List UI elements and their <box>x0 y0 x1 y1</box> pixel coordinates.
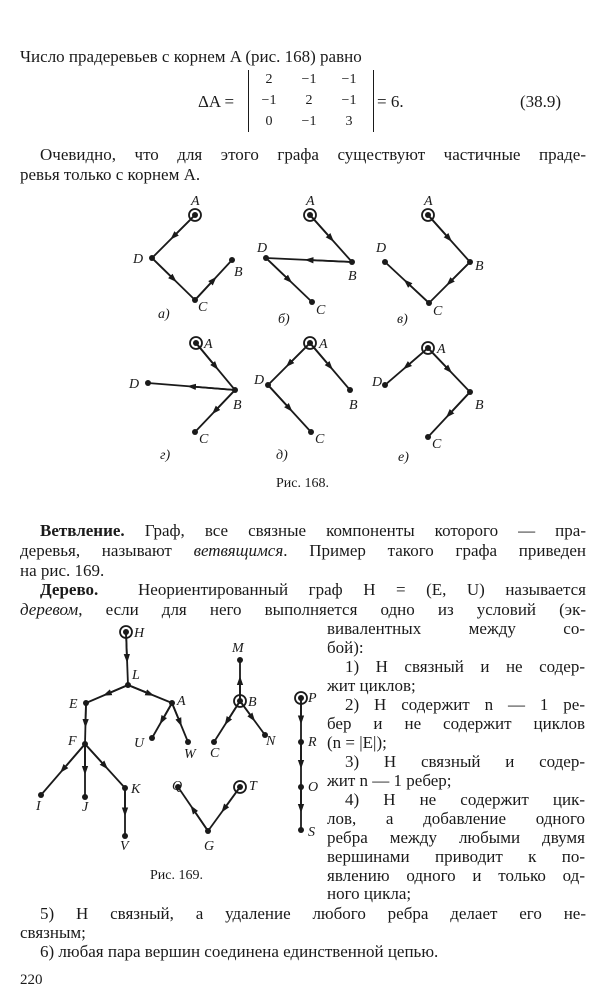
text-span: Граф, все связные компоненты которого — пра- <box>124 521 586 540</box>
node-label-D: D <box>133 252 144 267</box>
node-label-B: B <box>248 695 257 710</box>
node-label-Q: Q <box>172 779 183 794</box>
text-line: бой): <box>327 638 364 657</box>
panel-label: б) <box>278 312 290 327</box>
matrix-cell: 0 <box>265 114 273 129</box>
figure-169-caption: Рис. 169. <box>150 868 203 883</box>
node-label-B: B <box>475 259 484 274</box>
text-line: на рис. 169. <box>20 561 105 580</box>
text-line: 4) H не содержит цик- <box>345 790 585 809</box>
panel-label: а) <box>158 307 170 322</box>
matrix-cell: −1 <box>301 72 317 87</box>
text-span: . Пример такого графа приведен <box>283 541 587 560</box>
node-label-P: P <box>308 691 317 706</box>
text-line: ревья только с корнем A. <box>20 165 201 184</box>
node-label-D: D <box>254 373 265 388</box>
text-span: деревья, называют <box>20 541 194 560</box>
node-label-D: D <box>376 241 387 256</box>
panel-label: д) <box>276 448 288 463</box>
node-label-B: B <box>475 398 484 413</box>
formula-rhs: = 6. <box>377 92 404 111</box>
term-branching: Ветвление. <box>40 521 125 540</box>
node-label-C: C <box>199 432 209 447</box>
text-line: (n = |E|); <box>327 733 387 752</box>
text-line <box>20 600 586 620</box>
figure-168-caption: Рис. 168. <box>276 476 329 491</box>
node-label-D: D <box>129 377 140 392</box>
node-label-F: F <box>68 734 77 749</box>
node-label-K: K <box>131 782 141 797</box>
node-label-S: S <box>308 825 315 840</box>
formula-lhs: ΔA = <box>198 92 235 111</box>
node-label-A: A <box>306 194 315 209</box>
page-number: 220 <box>20 972 43 988</box>
node-label-C: C <box>198 300 208 315</box>
text-line: лов, а добавление одного <box>327 809 585 828</box>
text-line: вершинами приводит к по- <box>327 847 585 866</box>
text-line: Неориентированный граф H = (E, U) называется <box>138 580 586 599</box>
intro-sentence: Число прадеревьев с корнем A (рис. 168) равно <box>20 47 362 66</box>
node-label-J: J <box>82 800 89 815</box>
text-line: 3) H связный и содер- <box>345 752 585 771</box>
node-label-A: A <box>319 337 328 352</box>
node-label-M: M <box>232 641 244 656</box>
node-label-C: C <box>432 437 442 452</box>
node-label-A: A <box>437 342 446 357</box>
panel-label: е) <box>398 450 409 465</box>
text-line: бер и не содержит циклов <box>327 714 585 733</box>
panel-label: в) <box>397 312 408 327</box>
panel-label: г) <box>160 448 171 463</box>
node-label-C: C <box>316 303 326 318</box>
determinant-matrix <box>248 70 374 132</box>
matrix-cell: −1 <box>341 72 357 87</box>
text-line: ного цикла; <box>327 884 412 903</box>
text-line: жит n — 1 ребер; <box>327 771 452 790</box>
node-label-U: U <box>134 736 145 751</box>
node-label-B: B <box>234 265 243 280</box>
node-label-B: B <box>233 398 242 413</box>
text-line <box>20 541 586 561</box>
node-label-D: D <box>372 375 383 390</box>
matrix-cell: −1 <box>341 93 357 108</box>
text-line: 6) любая пара вершин соединена единственной цепью. <box>40 942 439 961</box>
node-label-V: V <box>120 839 129 854</box>
node-label-A: A <box>191 194 200 209</box>
figure-168 <box>0 185 605 495</box>
node-label-D: D <box>257 241 268 256</box>
emphasis: деревом <box>20 600 79 619</box>
term-tree <box>40 580 98 600</box>
text-line: 5) H связный, а удаление любого ребра делает его не- <box>40 904 586 923</box>
text-line: 1) H связный и не содер- <box>345 657 585 676</box>
node-label-A: A <box>424 194 433 209</box>
node-label-C: C <box>315 432 325 447</box>
node-label-O: O <box>308 780 319 795</box>
node-label-L: L <box>132 668 140 683</box>
node-label-A: A <box>177 694 186 709</box>
matrix-cell: 2 <box>305 93 313 108</box>
node-label-G: G <box>204 839 215 854</box>
text-line <box>20 521 586 541</box>
node-label-N: N <box>266 734 276 749</box>
node-label-C: C <box>210 746 220 761</box>
text-line: вивалентных между со- <box>327 619 585 638</box>
node-label-I: I <box>36 799 41 814</box>
node-label-H: H <box>134 626 145 641</box>
text-line: 2) H содержит n — 1 ре- <box>345 695 585 714</box>
matrix-cell: −1 <box>261 93 277 108</box>
text-span: , если для него выполняется одно из условий (эк- <box>78 600 586 619</box>
node-label-B: B <box>348 269 357 284</box>
term-tree-label: Дерево. <box>40 580 99 599</box>
matrix-cell: 3 <box>345 114 353 129</box>
node-label-T: T <box>249 779 257 794</box>
text-line: жит циклов; <box>327 676 416 695</box>
matrix-cell: −1 <box>301 114 317 129</box>
node-label-A: A <box>204 337 213 352</box>
formula-number: (38.9) <box>520 92 562 111</box>
node-label-R: R <box>308 735 317 750</box>
text-line: связным; <box>20 923 86 942</box>
matrix-cell: 2 <box>265 72 273 87</box>
text-line: ребра между любыми двумя <box>327 828 585 847</box>
text-line: явлению одного и только од- <box>327 866 585 885</box>
node-label-W: W <box>184 747 196 762</box>
node-label-C: C <box>433 304 443 319</box>
node-label-B: B <box>349 398 358 413</box>
node-label-E: E <box>69 697 78 712</box>
emphasis: ветвящимся <box>193 541 284 560</box>
figure-169 <box>0 620 330 870</box>
text-line: Очевидно, что для этого графа существуют частичные праде- <box>40 145 586 164</box>
